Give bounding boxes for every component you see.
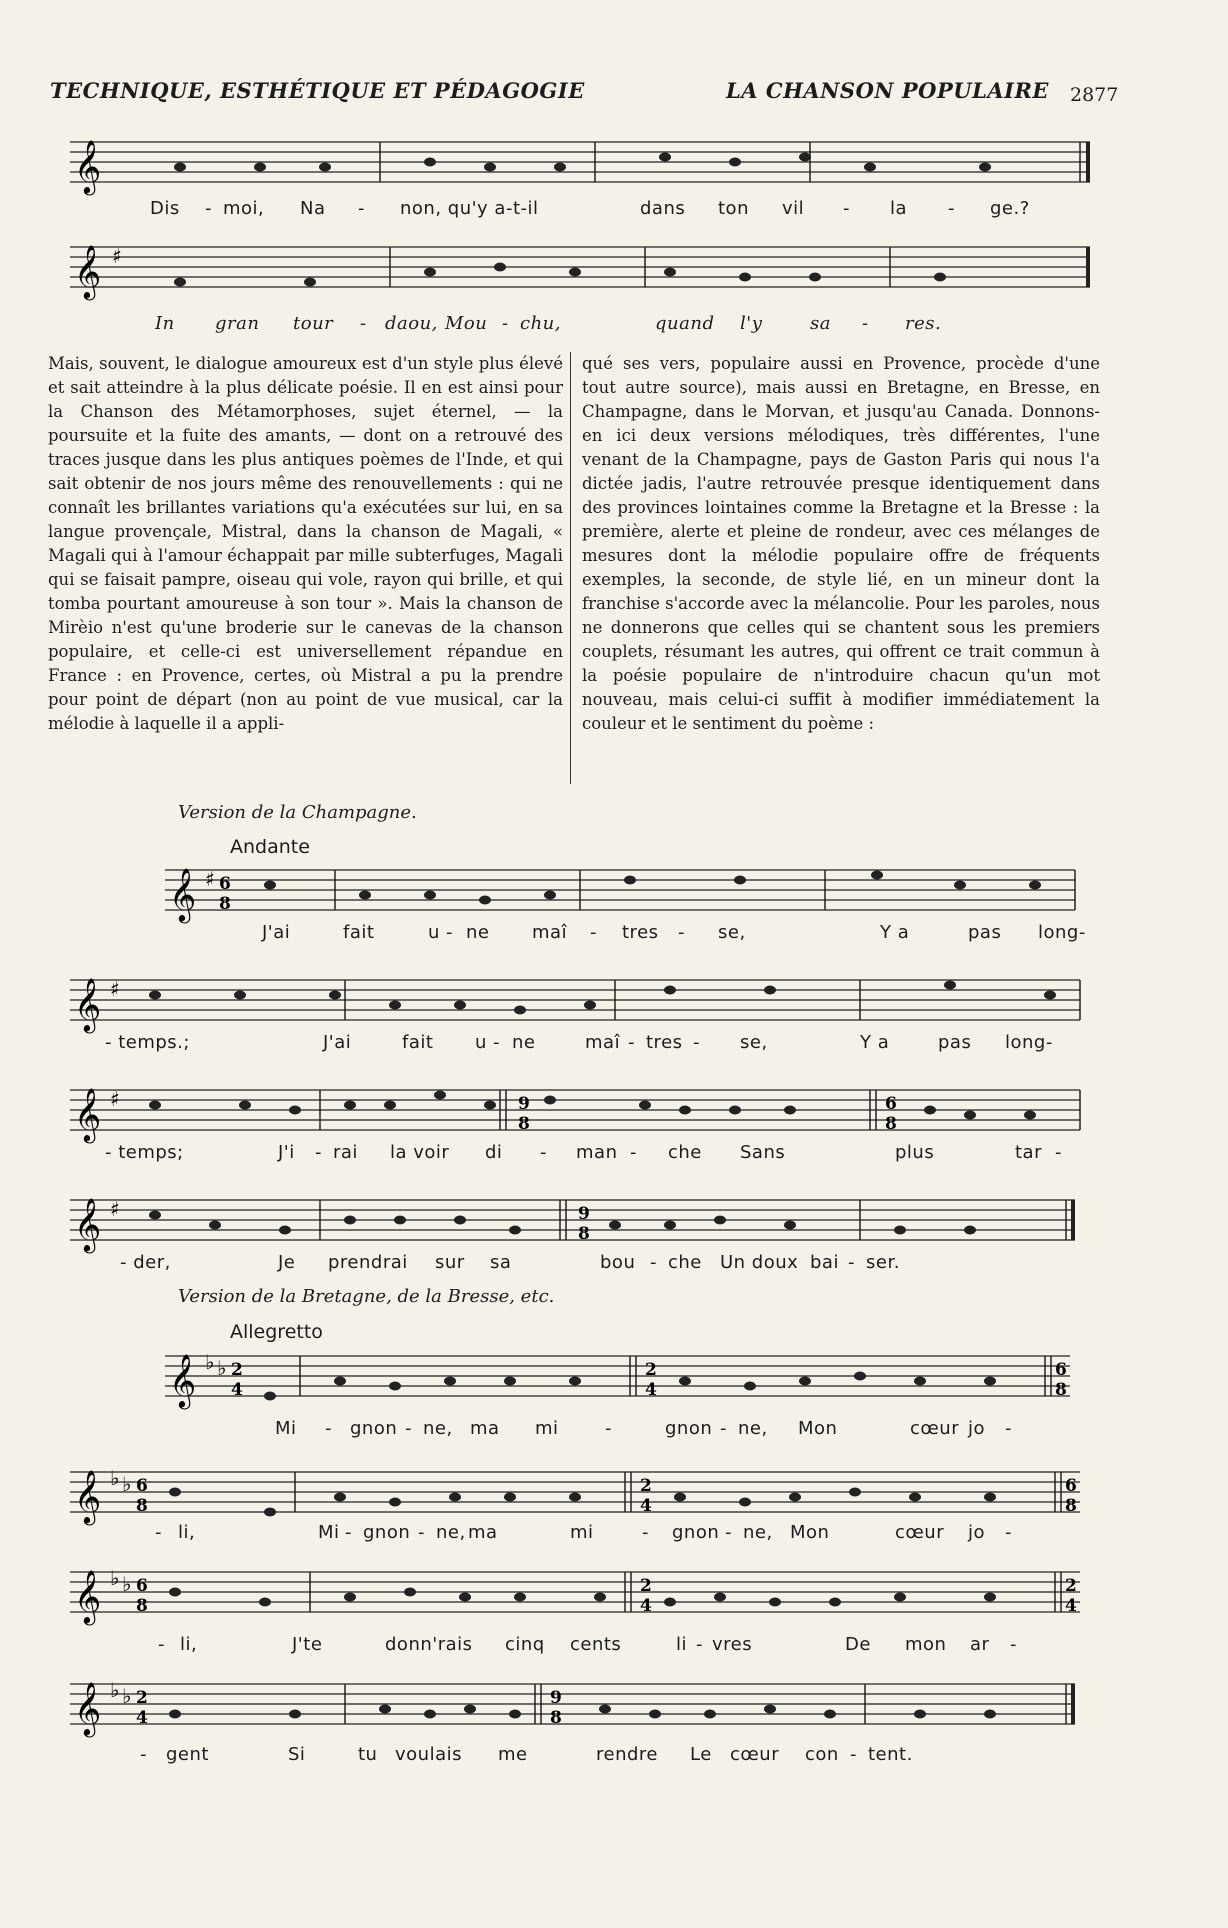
- svg-text:♯: ♯: [112, 244, 122, 268]
- running-header-left: TECHNIQUE, ESTHÉTIQUE ET PÉDAGOGIE: [50, 78, 585, 103]
- time-sig-top: 6: [136, 1476, 148, 1496]
- time-sig-bottom: 8: [885, 1114, 897, 1134]
- time-sig-bottom: 8: [136, 1496, 148, 1516]
- time-sig-bottom: 8: [1065, 1496, 1077, 1516]
- svg-text:♭: ♭: [217, 1356, 227, 1380]
- tempo-andante: Andante: [230, 836, 310, 858]
- music-staff-9: [70, 1560, 1100, 1630]
- lyric-line-10: - gent Si tu voulais me rendre Le cœur con - tent.: [140, 1744, 913, 1765]
- svg-text:𝄞: 𝄞: [169, 867, 197, 921]
- text-column-right: [582, 352, 1100, 736]
- time-sig-bottom: 4: [231, 1380, 243, 1400]
- svg-text:♭: ♭: [110, 1566, 120, 1590]
- running-header-right: LA CHANSON POPULAIRE: [726, 78, 1049, 103]
- lyric-line-7: Mi - gnon - ne, ma mi - gnon - ne, Mon cœur jo -: [275, 1418, 1012, 1439]
- svg-text:♭: ♭: [110, 1466, 120, 1490]
- time-sig-bottom: 8: [136, 1596, 148, 1616]
- lyric-line-5: - temps; J'i - rai la voir di - man - che Sans plus tar -: [105, 1142, 1062, 1163]
- paragraph-right: qué ses vers, populaire aussi en Provence, procède d'une tout autre source), mais aussi en Bretagne, en Bresse, en Champagne, dans le Morvan, et jusqu'au Canada. Donnons-en ici deux versions mélodiques, très différentes, l'une venant de la Champagne, pays de Gaston Paris qui nous l'a dictée jadis, l'autre retrouvée presque identiquement dans des provinces lointaines comme la Bretagne et la Bresse : la première, alerte et pleine de rondeur, avec ces mélanges de mesures dont la mélodie populaire offre de fréquents exemples, la seconde, de style lié, en un mineur dont la franchise s'accorde avec la mélancolie. Pour les paroles, nous ne donnerons que celles qui se chantent sous les premiers couplets, résumant les autres, qui offrent ce trait commun à la poésie populaire de n'introduire chacun qu'un mot nouveau, mais celui-ci suffit à modifier immédiatement la couleur et le sentiment du poème :: [582, 354, 1100, 733]
- time-sig-bottom: 8: [219, 894, 231, 914]
- time-sig-bottom: 4: [1065, 1596, 1077, 1616]
- svg-text:♯: ♯: [205, 867, 215, 891]
- time-sig-top: 6: [219, 874, 231, 894]
- svg-text:𝄞: 𝄞: [74, 1469, 102, 1523]
- svg-text:𝄞: 𝄞: [74, 244, 102, 298]
- tempo-allegretto: Allegretto: [230, 1321, 323, 1343]
- lyric-line-1: Dis - moi, Na - non, qu'y a-t-il dans ton vil - la - ge.?: [150, 198, 1030, 219]
- time-sig-top: 6: [1055, 1360, 1067, 1380]
- lyric-line-4: - temps.; J'ai fait u - ne maî - tres - se, Y a pas long-: [105, 1032, 1053, 1053]
- svg-text:𝄞: 𝄞: [74, 977, 102, 1031]
- time-sig-bottom: 8: [578, 1224, 590, 1244]
- svg-text:𝄞: 𝄞: [74, 1569, 102, 1623]
- lyric-line-6: - der, Je prendrai sur sa bou - che Un doux bai - ser.: [120, 1252, 900, 1273]
- paragraph-left: Mais, souvent, le dialogue amoureux est d'un style plus élevé et sait atteindre à la plus délicate poésie. Il en est ainsi pour la Chanson des Métamorphoses, sujet éternel, — la poursuite et la fuite des amants, — dont on a retrouvé des traces jusque dans les plus antiques poèmes de l'Inde, et qui sait obtenir de nos jours même des renouvellements : qui ne connaît les brillantes variations qu'a exécutées sur lui, en sa langue provençale, Mistral, dans la chanson de Magali, « Magali qui à l'amour échappait par mille subterfuges, Magali qui se faisait pampre, oiseau qui vole, rayon qui brille, et qui tomba pourtant amoureuse à son tour ». Mais la chanson de Mirèio n'est qu'une broderie sur le canevas de la chanson populaire, et celle-ci est universellement répandue en France : en Provence, certes, où Mistral a pu la prendre pour point de départ (non au point de vue musical, car la mélodie à laquelle il a appli-: [48, 354, 563, 733]
- time-sig-top: 9: [550, 1688, 562, 1708]
- music-staff-2: [70, 235, 1100, 305]
- music-staff-10: [70, 1672, 1100, 1742]
- svg-text:♭: ♭: [122, 1572, 132, 1596]
- music-staff-6: [70, 1188, 1100, 1258]
- svg-text:𝄞: 𝄞: [74, 139, 102, 193]
- svg-text:𝄞: 𝄞: [74, 1681, 102, 1735]
- time-sig-bottom: 4: [640, 1496, 652, 1516]
- time-sig-bottom: 4: [645, 1380, 657, 1400]
- svg-text:♯: ♯: [110, 977, 120, 1001]
- page-number: 2877: [1070, 84, 1119, 106]
- svg-text:𝄞: 𝄞: [74, 1197, 102, 1251]
- music-staff-4: [70, 968, 1100, 1038]
- time-sig-bottom: 8: [550, 1708, 562, 1728]
- svg-text:♭: ♭: [205, 1350, 215, 1374]
- time-sig-bottom: 8: [518, 1114, 530, 1134]
- svg-text:♭: ♭: [122, 1472, 132, 1496]
- svg-text:♯: ♯: [110, 1197, 120, 1221]
- time-sig-top: 2: [645, 1360, 657, 1380]
- time-sig-bottom: 8: [1055, 1380, 1067, 1400]
- caption-champagne: Version de la Champagne.: [178, 802, 417, 823]
- lyric-line-2: In gran tour - daou, Mou - chu, quand l'y sa - res.: [155, 313, 942, 334]
- text-column-left: [48, 352, 563, 736]
- music-staff-7: [165, 1344, 1085, 1414]
- time-sig-top: 6: [1065, 1476, 1077, 1496]
- music-staff-8: [70, 1460, 1100, 1530]
- time-sig-top: 6: [885, 1094, 897, 1114]
- lyric-line-9: - li, J'te donn'rais cinq cents li - vres De mon ar -: [158, 1634, 1017, 1655]
- music-staff-3: [165, 858, 1085, 928]
- time-sig-bottom: 4: [136, 1708, 148, 1728]
- svg-text:♯: ♯: [110, 1087, 120, 1111]
- time-sig-bottom: 4: [640, 1596, 652, 1616]
- music-staff-1: [70, 130, 1100, 200]
- time-sig-top: 2: [640, 1576, 652, 1596]
- svg-text:♭: ♭: [110, 1678, 120, 1702]
- time-sig-top: 6: [136, 1576, 148, 1596]
- caption-bretagne: Version de la Bretagne, de la Bresse, etc.: [178, 1286, 555, 1307]
- svg-text:𝄞: 𝄞: [169, 1353, 197, 1407]
- time-sig-top: 2: [136, 1688, 148, 1708]
- svg-text:𝄞: 𝄞: [74, 1087, 102, 1141]
- time-sig-top: 2: [231, 1360, 243, 1380]
- time-sig-top: 2: [640, 1476, 652, 1496]
- time-sig-top: 9: [518, 1094, 530, 1114]
- column-divider: [570, 352, 571, 784]
- svg-text:♭: ♭: [122, 1684, 132, 1708]
- music-staff-5: [70, 1078, 1100, 1148]
- time-sig-top: 2: [1065, 1576, 1077, 1596]
- lyric-line-3: J'ai fait u - ne maî - tres - se, Y a pas long-: [262, 922, 1086, 943]
- time-sig-top: 9: [578, 1204, 590, 1224]
- lyric-line-8: - li, Mi - gnon - ne, ma mi - gnon - ne, Mon cœur jo -: [155, 1522, 1012, 1543]
